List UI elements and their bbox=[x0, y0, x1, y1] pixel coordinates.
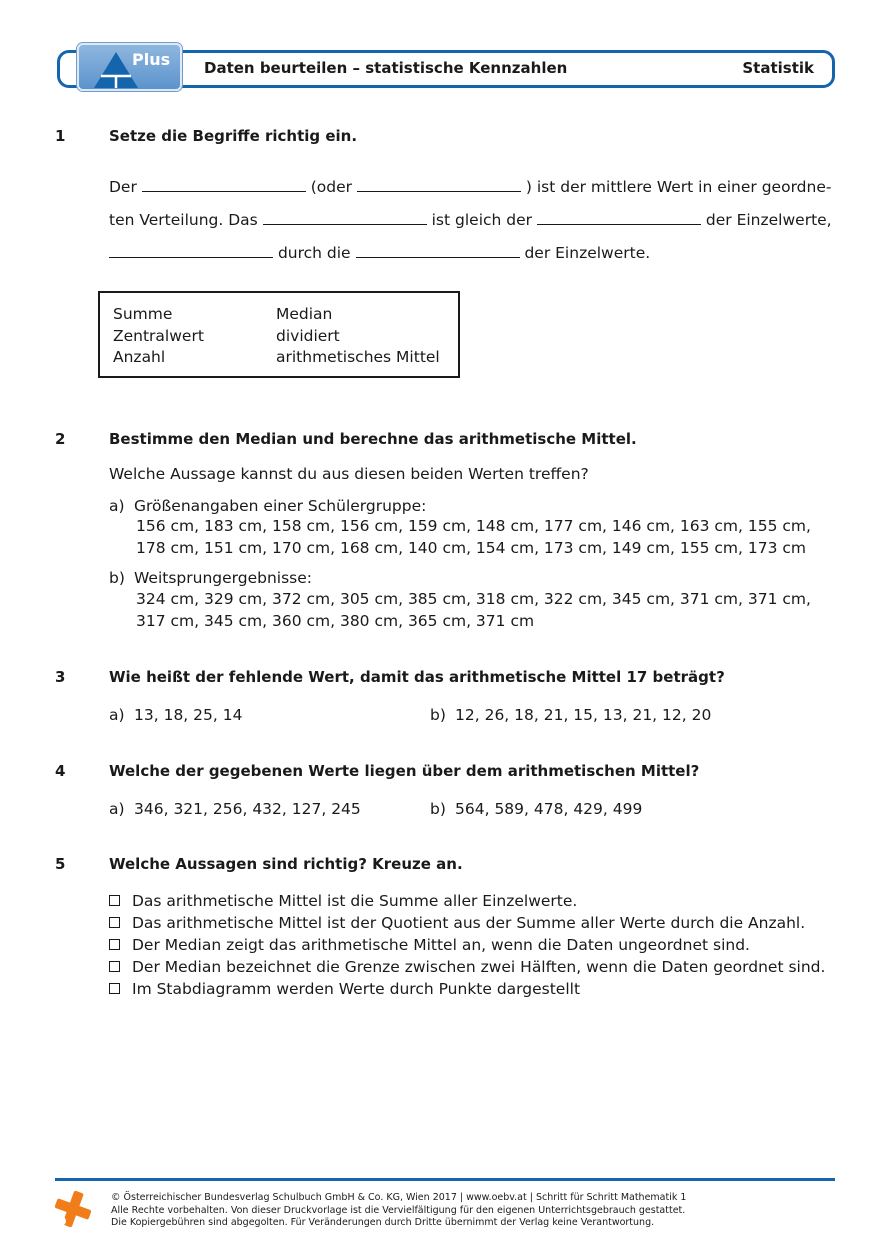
cloze-text: ten Verteilung. Das bbox=[109, 211, 258, 229]
value-list: 12, 26, 18, 21, 15, 13, 21, 12, 20 bbox=[455, 706, 712, 724]
checkbox-option[interactable] bbox=[109, 958, 825, 976]
subtask-label: b) bbox=[430, 800, 446, 818]
subtask-label: b) bbox=[430, 706, 446, 724]
blank-field[interactable] bbox=[263, 211, 427, 225]
value-list: 564, 589, 478, 429, 499 bbox=[455, 800, 643, 818]
word-bank-item: Summe bbox=[113, 305, 173, 323]
task-number: 3 bbox=[55, 668, 66, 686]
checkbox-icon[interactable] bbox=[109, 961, 120, 972]
page-title: Daten beurteilen – statistische Kennzahlen bbox=[204, 59, 568, 77]
blank-field[interactable] bbox=[356, 244, 520, 258]
task-question: Setze die Begriffe richtig ein. bbox=[109, 127, 358, 145]
option-label: Das arithmetische Mittel ist die Summe aller Einzelwerte. bbox=[132, 892, 578, 910]
cloze-text: ) ist der mittlere Wert in einer geordne- bbox=[525, 178, 832, 196]
plus-logo bbox=[77, 43, 182, 91]
subtask-label: a) bbox=[109, 800, 125, 818]
task-question: Bestimme den Median und berechne das arithmetische Mittel. bbox=[109, 430, 637, 448]
cloze-text: ist gleich der bbox=[431, 211, 533, 229]
footer-copyright bbox=[111, 1192, 686, 1230]
word-bank-item: Median bbox=[276, 305, 333, 323]
cloze-text: durch die bbox=[277, 244, 351, 262]
checkbox-option[interactable] bbox=[109, 980, 580, 998]
subtask-label: a) bbox=[109, 497, 125, 515]
option-label: Der Median zeigt das arithmetische Mittel an, wenn die Daten ungeordnet sind. bbox=[132, 936, 750, 954]
checkbox-icon[interactable] bbox=[109, 939, 120, 950]
word-bank-item: dividiert bbox=[276, 327, 340, 345]
checkbox-icon[interactable] bbox=[109, 917, 120, 928]
value-list: 346, 321, 256, 432, 127, 245 bbox=[134, 800, 361, 818]
data-line: 156 cm, 183 cm, 158 cm, 156 cm, 159 cm, 148 cm, 177 cm, 146 cm, 163 cm, 155 cm, bbox=[136, 517, 811, 535]
footer-line: Die Kopiergebühren sind abgegolten. Für Veränderungen durch Dritte übernimmt der Verlag keine Verantwortung. bbox=[111, 1217, 655, 1228]
checkbox-option[interactable] bbox=[109, 914, 805, 932]
checkbox-option[interactable] bbox=[109, 936, 750, 954]
footer-divider bbox=[55, 1178, 835, 1181]
cloze-line bbox=[109, 209, 832, 231]
blank-field[interactable] bbox=[357, 178, 521, 192]
blank-field[interactable] bbox=[142, 178, 306, 192]
logo-label: Plus bbox=[132, 50, 171, 69]
cloze-line bbox=[109, 176, 831, 198]
task-prompt: Welche Aussage kannst du aus diesen beiden Werten treffen? bbox=[109, 465, 589, 483]
option-label: Im Stabdiagramm werden Werte durch Punkte dargestellt bbox=[132, 980, 581, 998]
cloze-line bbox=[109, 242, 650, 264]
checkbox-icon[interactable] bbox=[109, 895, 120, 906]
cloze-text: der Einzelwerte. bbox=[524, 244, 651, 262]
option-label: Der Median bezeichnet die Grenze zwischen zwei Hälften, wenn die Daten geordnet sind. bbox=[132, 958, 826, 976]
task-number: 2 bbox=[55, 430, 66, 448]
footer-line: Alle Rechte vorbehalten. Von dieser Druckvorlage ist die Vervielfältigung für den eigenen Unterrichtsgebrauch gestattet. bbox=[111, 1204, 686, 1216]
data-line: 317 cm, 345 cm, 360 cm, 380 cm, 365 cm, 371 cm bbox=[136, 612, 535, 630]
task-question: Welche der gegebenen Werte liegen über dem arithmetischen Mittel? bbox=[109, 762, 700, 780]
task-number: 4 bbox=[55, 762, 66, 780]
subtask-label: a) bbox=[109, 706, 125, 724]
subtask-title: Größenangaben einer Schülergruppe: bbox=[134, 497, 427, 515]
cloze-text: der Einzelwerte, bbox=[705, 211, 832, 229]
task-number: 5 bbox=[55, 855, 66, 873]
subtask-label: b) bbox=[109, 569, 125, 587]
option-label: Das arithmetische Mittel ist der Quotient aus der Summe aller Werte durch die Anzahl. bbox=[132, 914, 806, 932]
blank-field[interactable] bbox=[109, 244, 273, 258]
footer-line: © Österreichischer Bundesverlag Schulbuch GmbH & Co. KG, Wien 2017 | www.oebv.at | Schritt für Schritt Mathematik 1 bbox=[111, 1192, 687, 1203]
publisher-logo-icon bbox=[55, 1191, 91, 1227]
data-line: 324 cm, 329 cm, 372 cm, 305 cm, 385 cm, 318 cm, 322 cm, 345 cm, 371 cm, 371 cm, bbox=[136, 590, 811, 608]
task-question: Wie heißt der fehlende Wert, damit das arithmetische Mittel 17 beträgt? bbox=[109, 668, 725, 686]
word-bank-item: Zentralwert bbox=[113, 327, 204, 345]
data-line: 178 cm, 151 cm, 170 cm, 168 cm, 140 cm, 154 cm, 173 cm, 149 cm, 155 cm, 173 cm bbox=[136, 539, 807, 557]
task-number: 1 bbox=[55, 127, 66, 145]
cloze-text: Der bbox=[109, 178, 137, 196]
blank-field[interactable] bbox=[537, 211, 701, 225]
word-bank bbox=[98, 291, 460, 378]
subtask-title: Weitsprungergebnisse: bbox=[134, 569, 313, 587]
value-list: 13, 18, 25, 14 bbox=[134, 706, 243, 724]
word-bank-item: arithmetisches Mittel bbox=[276, 348, 440, 366]
word-bank-item: Anzahl bbox=[113, 348, 166, 366]
checkbox-option[interactable] bbox=[109, 892, 577, 910]
page-subject: Statistik bbox=[742, 59, 814, 77]
task-question: Welche Aussagen sind richtig? Kreuze an. bbox=[109, 855, 463, 873]
cloze-text: (oder bbox=[310, 178, 353, 196]
checkbox-icon[interactable] bbox=[109, 983, 120, 994]
